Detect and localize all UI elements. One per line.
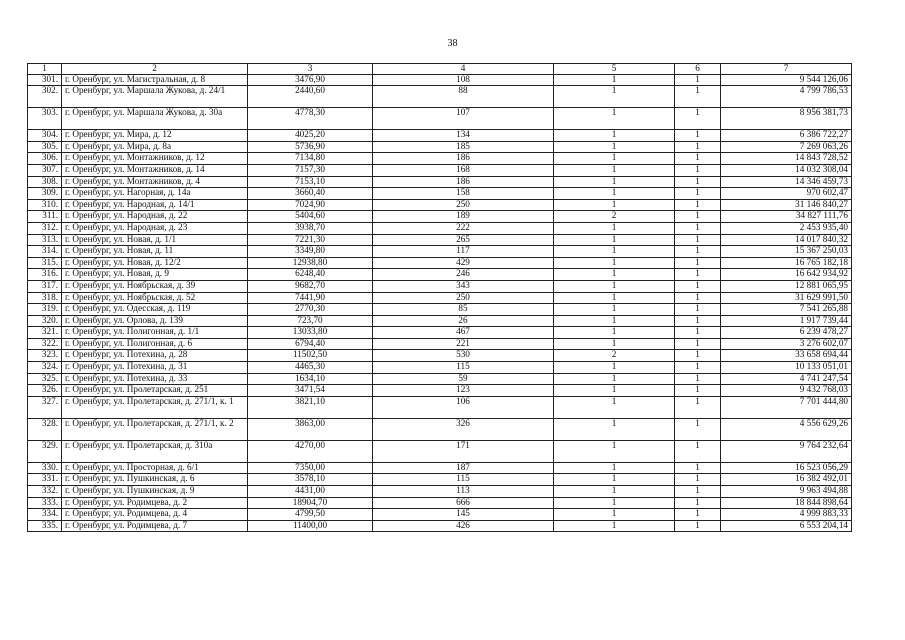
col5-cell: 1	[554, 188, 675, 200]
column-header: 2	[62, 64, 248, 75]
address-cell: г. Оренбург, ул. Мира, д. 12	[62, 130, 248, 142]
row-number-cell: 323.	[28, 350, 62, 362]
col6-cell: 1	[675, 222, 721, 234]
row-number-cell: 311.	[28, 211, 62, 223]
col5-cell: 1	[554, 141, 675, 153]
column-header: 6	[675, 64, 721, 75]
area-cell: 3471,54	[248, 385, 373, 397]
col6-cell: 1	[675, 486, 721, 498]
col5-cell: 1	[554, 153, 675, 165]
col6-cell: 1	[675, 304, 721, 316]
address-cell: г. Оренбург, ул. Пролетарская, д. 271/1, к. 2	[62, 418, 248, 440]
row-number-cell: 327.	[28, 396, 62, 418]
area-cell: 13033,80	[248, 327, 373, 339]
col5-cell: 1	[554, 462, 675, 474]
residents-cell: 326	[373, 418, 554, 440]
col6-cell: 1	[675, 257, 721, 269]
col6-cell: 1	[675, 280, 721, 292]
col5-cell: 1	[554, 362, 675, 374]
col5-cell: 1	[554, 304, 675, 316]
amount-cell: 970 602,47	[721, 188, 852, 200]
col5-cell: 2	[554, 350, 675, 362]
address-cell: г. Оренбург, ул. Монтажников, д. 14	[62, 164, 248, 176]
area-cell: 2440,60	[248, 86, 373, 108]
address-cell: г. Оренбург, ул. Родимцева, д. 4	[62, 509, 248, 521]
address-cell: г. Оренбург, ул. Народная, д. 14/1	[62, 199, 248, 211]
address-cell: г. Оренбург, ул. Ноябрьская, д. 52	[62, 292, 248, 304]
table-row	[28, 280, 852, 292]
col6-cell: 1	[675, 153, 721, 165]
col5-cell: 1	[554, 418, 675, 440]
col5-cell: 1	[554, 222, 675, 234]
table-row	[28, 497, 852, 509]
col5-cell: 1	[554, 520, 675, 532]
table-row	[28, 474, 852, 486]
address-cell: г. Оренбург, ул. Пролетарская, д. 310а	[62, 440, 248, 462]
address-cell: г. Оренбург, ул. Народная, д. 23	[62, 222, 248, 234]
amount-cell: 9 432 768,03	[721, 385, 852, 397]
address-cell: г. Оренбург, ул. Потехина, д. 31	[62, 362, 248, 374]
residents-cell: 117	[373, 246, 554, 258]
address-cell: г. Оренбург, ул. Одесская, д. 119	[62, 304, 248, 316]
table-row	[28, 509, 852, 521]
amount-cell: 7 541 265,88	[721, 304, 852, 316]
area-cell: 4270,00	[248, 440, 373, 462]
address-cell: г. Оренбург, ул. Пушкинская, д. 6	[62, 474, 248, 486]
address-cell: г. Оренбург, ул. Родимцева, д. 2	[62, 497, 248, 509]
col5-cell: 1	[554, 130, 675, 142]
table-row	[28, 246, 852, 258]
row-number-cell: 333.	[28, 497, 62, 509]
area-cell: 3349,80	[248, 246, 373, 258]
col6-cell: 1	[675, 141, 721, 153]
amount-cell: 18 844 898,64	[721, 497, 852, 509]
table-row	[28, 338, 852, 350]
area-cell: 2770,30	[248, 304, 373, 316]
area-cell: 7153,10	[248, 176, 373, 188]
address-cell: г. Оренбург, ул. Полигонная, д. 1/1	[62, 327, 248, 339]
amount-cell: 10 133 051,01	[721, 362, 852, 374]
col5-cell: 1	[554, 280, 675, 292]
amount-cell: 4 799 786,53	[721, 86, 852, 108]
col6-cell: 1	[675, 338, 721, 350]
area-cell: 3821,10	[248, 396, 373, 418]
address-cell: г. Оренбург, ул. Пушкинская, д. 9	[62, 486, 248, 498]
table-row	[28, 327, 852, 339]
col6-cell: 1	[675, 269, 721, 281]
col6-cell: 1	[675, 418, 721, 440]
residents-cell: 666	[373, 497, 554, 509]
amount-cell: 31 146 840,27	[721, 199, 852, 211]
address-cell: г. Оренбург, ул. Потехина, д. 28	[62, 350, 248, 362]
row-number-cell: 314.	[28, 246, 62, 258]
col5-cell: 1	[554, 440, 675, 462]
area-cell: 3863,00	[248, 418, 373, 440]
residents-cell: 158	[373, 188, 554, 200]
col6-cell: 1	[675, 462, 721, 474]
address-cell: г. Оренбург, ул. Маршала Жукова, д. 30а	[62, 108, 248, 130]
amount-cell: 4 741 247,54	[721, 373, 852, 385]
col6-cell: 1	[675, 509, 721, 521]
row-number-cell: 318.	[28, 292, 62, 304]
residents-cell: 246	[373, 269, 554, 281]
col6-cell: 1	[675, 497, 721, 509]
amount-cell: 1 917 739,44	[721, 315, 852, 327]
amount-cell: 14 346 459,73	[721, 176, 852, 188]
table-row	[28, 211, 852, 223]
row-number-cell: 312.	[28, 222, 62, 234]
table-row	[28, 362, 852, 374]
col6-cell: 1	[675, 108, 721, 130]
row-number-cell: 309.	[28, 188, 62, 200]
row-number-cell: 325.	[28, 373, 62, 385]
col6-cell: 1	[675, 199, 721, 211]
area-cell: 4778,30	[248, 108, 373, 130]
table-body	[28, 74, 852, 532]
table-row	[28, 440, 852, 462]
residents-cell: 221	[373, 338, 554, 350]
col5-cell: 1	[554, 373, 675, 385]
amount-cell: 31 629 991,50	[721, 292, 852, 304]
amount-cell: 34 827 111,76	[721, 211, 852, 223]
amount-cell: 16 765 182,18	[721, 257, 852, 269]
column-header: 1	[28, 64, 62, 75]
table-row	[28, 269, 852, 281]
col6-cell: 1	[675, 350, 721, 362]
table-row	[28, 385, 852, 397]
area-cell: 4465,30	[248, 362, 373, 374]
table-row	[28, 486, 852, 498]
register-table	[27, 63, 852, 532]
row-number-cell: 320.	[28, 315, 62, 327]
area-cell: 3660,40	[248, 188, 373, 200]
area-cell: 12938,80	[248, 257, 373, 269]
amount-cell: 14 843 728,52	[721, 153, 852, 165]
residents-cell: 265	[373, 234, 554, 246]
row-number-cell: 330.	[28, 462, 62, 474]
table-row	[28, 86, 852, 108]
col6-cell: 1	[675, 188, 721, 200]
address-cell: г. Оренбург, ул. Новая, д. 12/2	[62, 257, 248, 269]
address-cell: г. Оренбург, ул. Орлова, д. 139	[62, 315, 248, 327]
col5-cell: 1	[554, 474, 675, 486]
amount-cell: 4 556 629,26	[721, 418, 852, 440]
address-cell: г. Оренбург, ул. Просторная, д. 6/1	[62, 462, 248, 474]
row-number-cell: 329.	[28, 440, 62, 462]
table-row	[28, 188, 852, 200]
row-number-cell: 303.	[28, 108, 62, 130]
area-cell: 4799,50	[248, 509, 373, 521]
table-row	[28, 350, 852, 362]
residents-cell: 168	[373, 164, 554, 176]
col5-cell: 1	[554, 246, 675, 258]
row-number-cell: 328.	[28, 418, 62, 440]
col6-cell: 1	[675, 315, 721, 327]
row-number-cell: 306.	[28, 153, 62, 165]
residents-cell: 187	[373, 462, 554, 474]
address-cell: г. Оренбург, ул. Монтажников, д. 12	[62, 153, 248, 165]
area-cell: 6794,40	[248, 338, 373, 350]
table-row	[28, 520, 852, 532]
table-row	[28, 199, 852, 211]
amount-cell: 15 367 250,03	[721, 246, 852, 258]
row-number-cell: 334.	[28, 509, 62, 521]
row-number-cell: 326.	[28, 385, 62, 397]
amount-cell: 7 701 444,80	[721, 396, 852, 418]
table-row	[28, 373, 852, 385]
residents-cell: 134	[373, 130, 554, 142]
area-cell: 3476,90	[248, 74, 373, 86]
table-row	[28, 164, 852, 176]
col6-cell: 1	[675, 474, 721, 486]
residents-cell: 88	[373, 86, 554, 108]
area-cell: 4431,00	[248, 486, 373, 498]
col5-cell: 1	[554, 164, 675, 176]
residents-cell: 530	[373, 350, 554, 362]
amount-cell: 6 239 478,27	[721, 327, 852, 339]
page-number: 38	[447, 38, 458, 49]
col5-cell: 1	[554, 327, 675, 339]
amount-cell: 4 999 883,33	[721, 509, 852, 521]
row-number-cell: 305.	[28, 141, 62, 153]
address-cell: г. Оренбург, ул. Народная, д. 22	[62, 211, 248, 223]
address-cell: г. Оренбург, ул. Монтажников, д. 4	[62, 176, 248, 188]
area-cell: 7441,90	[248, 292, 373, 304]
residents-cell: 250	[373, 292, 554, 304]
col5-cell: 1	[554, 269, 675, 281]
col5-cell: 1	[554, 509, 675, 521]
residents-cell: 115	[373, 362, 554, 374]
table-row	[28, 462, 852, 474]
address-cell: г. Оренбург, ул. Пролетарская, д. 271/1, к. 1	[62, 396, 248, 418]
amount-cell: 2 453 935,40	[721, 222, 852, 234]
col5-cell: 1	[554, 497, 675, 509]
address-cell: г. Оренбург, ул. Родимцева, д. 7	[62, 520, 248, 532]
row-number-cell: 304.	[28, 130, 62, 142]
amount-cell: 16 523 056,29	[721, 462, 852, 474]
residents-cell: 189	[373, 211, 554, 223]
col5-cell: 1	[554, 108, 675, 130]
residents-cell: 108	[373, 74, 554, 86]
col5-cell: 1	[554, 199, 675, 211]
address-cell: г. Оренбург, ул. Новая, д. 11	[62, 246, 248, 258]
amount-cell: 7 269 063,26	[721, 141, 852, 153]
residents-cell: 145	[373, 509, 554, 521]
area-cell: 3938,70	[248, 222, 373, 234]
table-row	[28, 222, 852, 234]
residents-cell: 123	[373, 385, 554, 397]
address-cell: г. Оренбург, ул. Ноябрьская, д. 39	[62, 280, 248, 292]
col6-cell: 1	[675, 373, 721, 385]
col5-cell: 1	[554, 315, 675, 327]
amount-cell: 6 553 204,14	[721, 520, 852, 532]
row-number-cell: 317.	[28, 280, 62, 292]
area-cell: 723,70	[248, 315, 373, 327]
residents-cell: 115	[373, 474, 554, 486]
col5-cell: 2	[554, 211, 675, 223]
area-cell: 3578,10	[248, 474, 373, 486]
amount-cell: 33 658 694,44	[721, 350, 852, 362]
address-cell: г. Оренбург, ул. Пролетарская, д. 251	[62, 385, 248, 397]
col5-cell: 1	[554, 292, 675, 304]
area-cell: 11400,00	[248, 520, 373, 532]
header-row	[28, 64, 852, 75]
column-header: 4	[373, 64, 554, 75]
col6-cell: 1	[675, 520, 721, 532]
amount-cell: 16 642 934,92	[721, 269, 852, 281]
col6-cell: 1	[675, 74, 721, 86]
area-cell: 6248,40	[248, 269, 373, 281]
residents-cell: 186	[373, 176, 554, 188]
amount-cell: 9 544 126,06	[721, 74, 852, 86]
col6-cell: 1	[675, 176, 721, 188]
col5-cell: 1	[554, 338, 675, 350]
column-header: 5	[554, 64, 675, 75]
row-number-cell: 310.	[28, 199, 62, 211]
row-number-cell: 324.	[28, 362, 62, 374]
table-row	[28, 257, 852, 269]
area-cell: 7134,80	[248, 153, 373, 165]
residents-cell: 26	[373, 315, 554, 327]
table-row	[28, 292, 852, 304]
amount-cell: 6 386 722,27	[721, 130, 852, 142]
area-cell: 7221,30	[248, 234, 373, 246]
col6-cell: 1	[675, 362, 721, 374]
residents-cell: 113	[373, 486, 554, 498]
col5-cell: 1	[554, 385, 675, 397]
table-row	[28, 396, 852, 418]
row-number-cell: 315.	[28, 257, 62, 269]
amount-cell: 8 956 381,73	[721, 108, 852, 130]
address-cell: г. Оренбург, ул. Нагорная, д. 14а	[62, 188, 248, 200]
table-row	[28, 153, 852, 165]
table-row	[28, 315, 852, 327]
col6-cell: 1	[675, 234, 721, 246]
column-header: 7	[721, 64, 852, 75]
row-number-cell: 321.	[28, 327, 62, 339]
col5-cell: 1	[554, 396, 675, 418]
row-number-cell: 335.	[28, 520, 62, 532]
col6-cell: 1	[675, 440, 721, 462]
row-number-cell: 331.	[28, 474, 62, 486]
col5-cell: 1	[554, 74, 675, 86]
residents-cell: 222	[373, 222, 554, 234]
row-number-cell: 308.	[28, 176, 62, 188]
row-number-cell: 316.	[28, 269, 62, 281]
address-cell: г. Оренбург, ул. Новая, д. 9	[62, 269, 248, 281]
residents-cell: 85	[373, 304, 554, 316]
area-cell: 5404,60	[248, 211, 373, 223]
col6-cell: 1	[675, 130, 721, 142]
amount-cell: 9 963 494,88	[721, 486, 852, 498]
col6-cell: 1	[675, 211, 721, 223]
table-row	[28, 130, 852, 142]
residents-cell: 186	[373, 153, 554, 165]
area-cell: 11502,50	[248, 350, 373, 362]
col5-cell: 1	[554, 176, 675, 188]
col5-cell: 1	[554, 234, 675, 246]
amount-cell: 9 764 232,64	[721, 440, 852, 462]
amount-cell: 12 881 065,95	[721, 280, 852, 292]
col6-cell: 1	[675, 164, 721, 176]
area-cell: 7024,90	[248, 199, 373, 211]
area-cell: 7350,00	[248, 462, 373, 474]
amount-cell: 14 032 308,04	[721, 164, 852, 176]
address-cell: г. Оренбург, ул. Новая, д. 1/1	[62, 234, 248, 246]
address-cell: г. Оренбург, ул. Полигонная, д. 6	[62, 338, 248, 350]
row-number-cell: 302.	[28, 86, 62, 108]
residents-cell: 467	[373, 327, 554, 339]
row-number-cell: 322.	[28, 338, 62, 350]
col6-cell: 1	[675, 385, 721, 397]
residents-cell: 426	[373, 520, 554, 532]
area-cell: 18904,70	[248, 497, 373, 509]
table-row	[28, 176, 852, 188]
residents-cell: 429	[373, 257, 554, 269]
residents-cell: 171	[373, 440, 554, 462]
col6-cell: 1	[675, 396, 721, 418]
area-cell: 9682,70	[248, 280, 373, 292]
table-row	[28, 304, 852, 316]
table-row	[28, 108, 852, 130]
table-row	[28, 418, 852, 440]
residents-cell: 250	[373, 199, 554, 211]
col6-cell: 1	[675, 327, 721, 339]
table-row	[28, 234, 852, 246]
table-row	[28, 141, 852, 153]
address-cell: г. Оренбург, ул. Потехина, д. 33	[62, 373, 248, 385]
col6-cell: 1	[675, 246, 721, 258]
amount-cell: 14 017 840,32	[721, 234, 852, 246]
area-cell: 4025,20	[248, 130, 373, 142]
residents-cell: 59	[373, 373, 554, 385]
address-cell: г. Оренбург, ул. Мира, д. 8а	[62, 141, 248, 153]
column-header: 3	[248, 64, 373, 75]
area-cell: 5736,90	[248, 141, 373, 153]
col5-cell: 1	[554, 86, 675, 108]
col6-cell: 1	[675, 292, 721, 304]
col5-cell: 1	[554, 257, 675, 269]
residents-cell: 185	[373, 141, 554, 153]
area-cell: 7157,30	[248, 164, 373, 176]
row-number-cell: 301.	[28, 74, 62, 86]
address-cell: г. Оренбург, ул. Маршала Жукова, д. 24/1	[62, 86, 248, 108]
address-cell: г. Оренбург, ул. Магистральная, д. 8	[62, 74, 248, 86]
row-number-cell: 332.	[28, 486, 62, 498]
row-number-cell: 313.	[28, 234, 62, 246]
row-number-cell: 307.	[28, 164, 62, 176]
amount-cell: 16 382 492,01	[721, 474, 852, 486]
residents-cell: 343	[373, 280, 554, 292]
col5-cell: 1	[554, 486, 675, 498]
row-number-cell: 319.	[28, 304, 62, 316]
area-cell: 1634,10	[248, 373, 373, 385]
col6-cell: 1	[675, 86, 721, 108]
table-row	[28, 74, 852, 86]
residents-cell: 107	[373, 108, 554, 130]
amount-cell: 3 276 602,07	[721, 338, 852, 350]
residents-cell: 106	[373, 396, 554, 418]
